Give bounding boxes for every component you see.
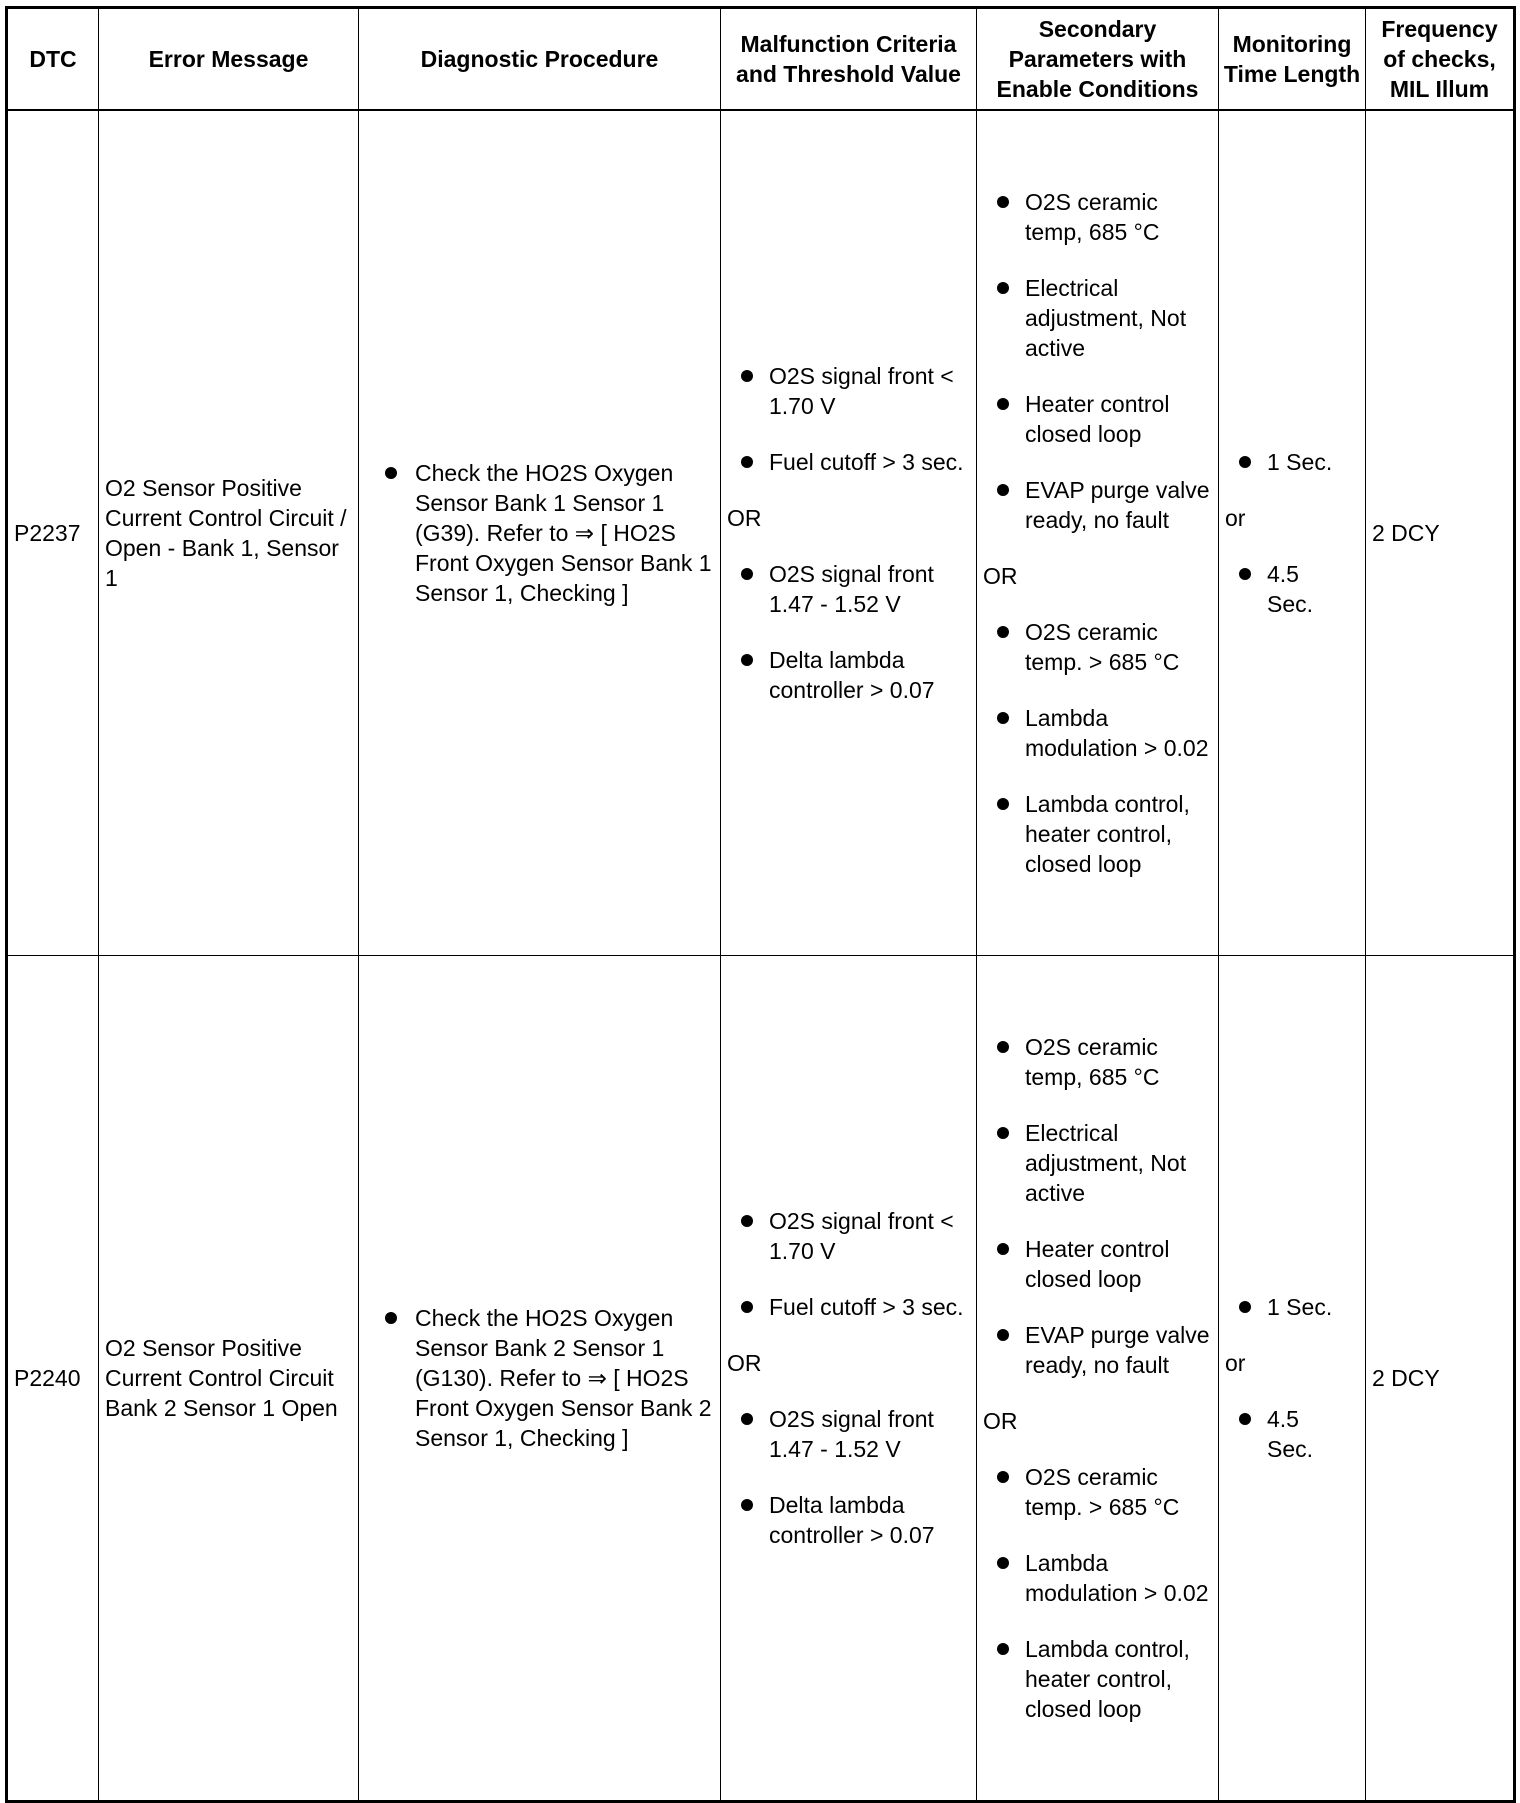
diagnostic-procedure xyxy=(359,110,721,956)
criteria-item: Fuel cutoff > 3 sec. xyxy=(727,447,972,477)
criteria-item: Fuel cutoff > 3 sec. xyxy=(727,1292,972,1322)
criteria-item: Delta lambda controller > 0.07 xyxy=(727,1490,972,1550)
table-row xyxy=(7,110,1515,956)
monitoring-item: 4.5 Sec. xyxy=(1225,559,1327,619)
secondary-item: O2S ceramic temp, 685 °C xyxy=(983,187,1214,247)
secondary-item: O2S ceramic temp. > 685 °C xyxy=(983,617,1214,677)
secondary-item: Heater control closed loop xyxy=(983,389,1214,449)
secondary-item: O2S ceramic temp. > 685 °C xyxy=(983,1462,1214,1522)
monitoring-or: or xyxy=(1225,505,1246,531)
monitoring-or: or xyxy=(1225,1350,1246,1376)
header-monitoring-time: Monitoring Time Length xyxy=(1219,8,1366,111)
monitoring-item: 1 Sec. xyxy=(1225,447,1361,477)
frequency: 2 DCY xyxy=(1366,110,1515,956)
header-row xyxy=(7,8,1515,111)
secondary-or: OR xyxy=(983,1408,1018,1434)
secondary-item: Electrical adjustment, Not active xyxy=(983,1118,1214,1208)
secondary-item: Lambda modulation > 0.02 xyxy=(983,703,1214,763)
monitoring-time xyxy=(1219,956,1366,1802)
error-message: O2 Sensor Positive Current Control Circuit Bank 2 Sensor 1 Open xyxy=(99,956,359,1802)
procedure-item: Check the HO2S Oxygen Sensor Bank 1 Sensor 1 (G39). Refer to ⇒ [ HO2S Front Oxygen Sensor Bank 1 Sensor 1, Checking ] xyxy=(365,458,716,608)
header-error-message: Error Message xyxy=(99,8,359,111)
dtc-code: P2237 xyxy=(7,110,99,956)
monitoring-item: 1 Sec. xyxy=(1225,1292,1361,1322)
secondary-item: Electrical adjustment, Not active xyxy=(983,273,1214,363)
error-message: O2 Sensor Positive Current Control Circuit / Open - Bank 1, Sensor 1 xyxy=(99,110,359,956)
criteria-or: OR xyxy=(727,505,762,531)
frequency: 2 DCY xyxy=(1366,956,1515,1802)
header-malfunction-criteria: Malfunction Criteria and Threshold Value xyxy=(721,8,977,111)
diagnostic-procedure xyxy=(359,956,721,1802)
secondary-item: Lambda control, heater control, closed loop xyxy=(983,1634,1214,1724)
secondary-parameters xyxy=(977,110,1219,956)
secondary-item: EVAP purge valve ready, no fault xyxy=(983,475,1214,535)
procedure-item: Check the HO2S Oxygen Sensor Bank 2 Sensor 1 (G130). Refer to ⇒ [ HO2S Front Oxygen Sensor Bank 2 Sensor 1, Checking ] xyxy=(365,1303,716,1453)
header-dtc: DTC xyxy=(7,8,99,111)
dtc-code: P2240 xyxy=(7,956,99,1802)
malfunction-criteria xyxy=(721,110,977,956)
secondary-item: Heater control closed loop xyxy=(983,1234,1214,1294)
criteria-item: O2S signal front 1.47 - 1.52 V xyxy=(727,1404,972,1464)
dtc-table xyxy=(5,6,1516,1803)
header-secondary-parameters: Secondary Parameters with Enable Conditions xyxy=(977,8,1219,111)
secondary-or: OR xyxy=(983,563,1018,589)
criteria-item: Delta lambda controller > 0.07 xyxy=(727,645,972,705)
monitoring-item: 4.5 Sec. xyxy=(1225,1404,1327,1464)
criteria-item: O2S signal front < 1.70 V xyxy=(727,361,972,421)
criteria-item: O2S signal front 1.47 - 1.52 V xyxy=(727,559,972,619)
criteria-item: O2S signal front < 1.70 V xyxy=(727,1206,972,1266)
malfunction-criteria xyxy=(721,956,977,1802)
header-diagnostic-procedure: Diagnostic Procedure xyxy=(359,8,721,111)
secondary-item: EVAP purge valve ready, no fault xyxy=(983,1320,1214,1380)
secondary-item: Lambda modulation > 0.02 xyxy=(983,1548,1214,1608)
secondary-parameters xyxy=(977,956,1219,1802)
criteria-or: OR xyxy=(727,1350,762,1376)
monitoring-time xyxy=(1219,110,1366,956)
secondary-item: Lambda control, heater control, closed loop xyxy=(983,789,1214,879)
table-row xyxy=(7,956,1515,1802)
secondary-item: O2S ceramic temp, 685 °C xyxy=(983,1032,1214,1092)
header-frequency: Frequency of checks, MIL Illum xyxy=(1366,8,1515,111)
